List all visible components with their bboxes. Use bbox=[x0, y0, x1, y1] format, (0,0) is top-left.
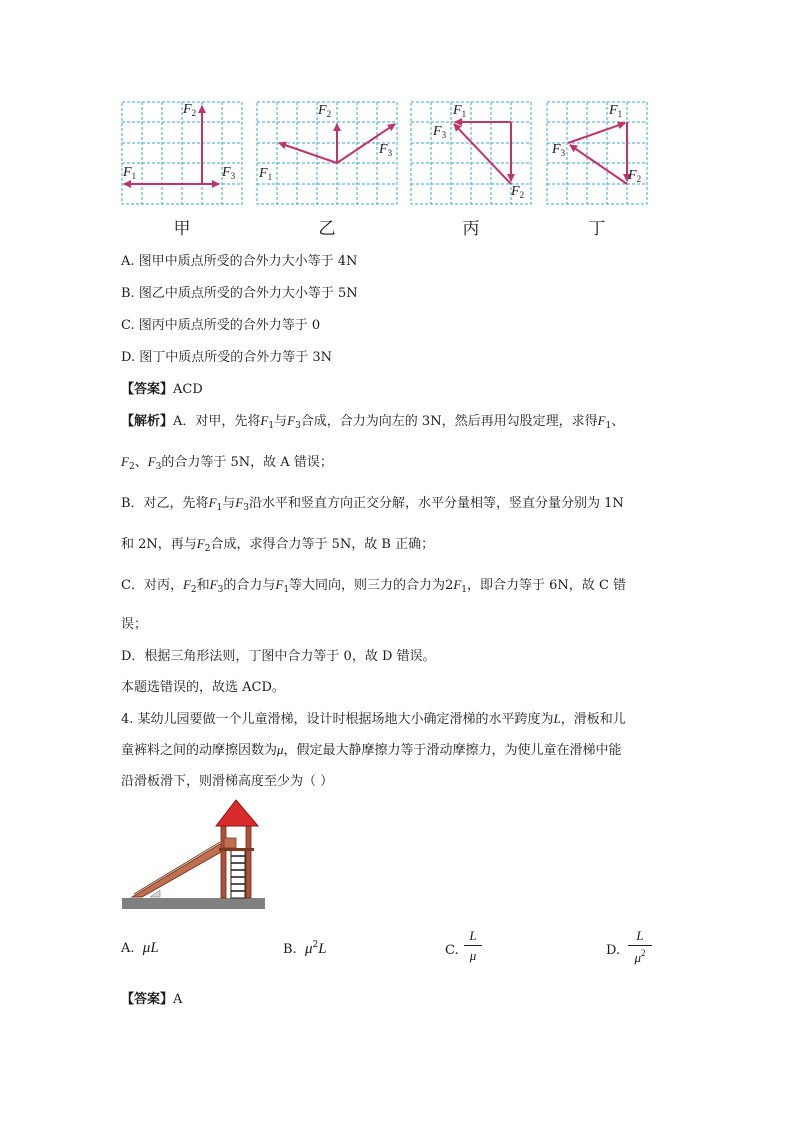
q4-option-c-fraction: $\frac{L}{\mu}$ bbox=[464, 928, 482, 964]
ding-label-f1: $F_1$ bbox=[609, 103, 623, 119]
q4-line-2: 童裤料之间的动摩擦因数为μ，假定最大静摩擦力等于滑动摩擦力，为使儿童在滑梯中能 bbox=[121, 742, 622, 758]
analysis-line-c1: C．对丙，$F_2$和$F_3$的合力与$F_1$等大同向，则三力的合力为$2F_1$，即合力等于 6N，故 C 错 bbox=[121, 577, 627, 595]
caption-ding: 丁 bbox=[588, 219, 606, 239]
diagram-jia bbox=[122, 102, 242, 204]
caption-yi: 乙 bbox=[318, 219, 336, 239]
answer-q3: 【答案】ACD bbox=[121, 382, 203, 397]
bing-label-f1: $F_1$ bbox=[453, 103, 467, 119]
q4-option-c-label: C. bbox=[445, 943, 459, 958]
jia-label-f3: $F_3$ bbox=[222, 165, 236, 181]
slide-illustration bbox=[120, 798, 270, 913]
jia-label-f1: $F_1$ bbox=[123, 165, 137, 181]
q4-option-d-fraction: $\frac{L}{\mu^2}$ bbox=[628, 928, 652, 966]
yi-label-f2: $F_2$ bbox=[318, 103, 332, 119]
caption-bing: 丙 bbox=[462, 219, 480, 239]
ding-f3-arrow bbox=[570, 145, 627, 184]
analysis-conclusion: 本题选错误的，故选 ACD。 bbox=[121, 680, 285, 695]
analysis-line-a2: $F_2$、$F_3$的合力等于 5N，故 A 错误； bbox=[121, 454, 333, 472]
bing-f3-arrow bbox=[454, 124, 511, 184]
q4-line-3: 沿滑板滑下，则滑梯高度至少为（ ） bbox=[121, 774, 334, 789]
ding-label-f3: $F_3$ bbox=[552, 142, 566, 158]
caption-jia: 甲 bbox=[173, 219, 191, 239]
analysis-line-a1: 【解析】A．对甲，先将$F_1$与$F_3$合成，合力为向左的 3N，然后再用勾股定理，求得$F_1$、 bbox=[121, 413, 625, 431]
option-a: A. 图甲中质点所受的合外力大小等于 4N bbox=[121, 254, 358, 269]
analysis-line-b2: 和 2N，再与$F_2$合成，求得合力等于 5N，故 B 正确； bbox=[121, 536, 435, 554]
yi-f1-arrow bbox=[279, 143, 337, 163]
q4-option-d-label: D. bbox=[606, 943, 621, 958]
analysis-line-c2: 误； bbox=[121, 617, 148, 632]
yi-label-f3: $F_3$ bbox=[379, 142, 393, 158]
analysis-line-b1: B．对乙，先将$F_1$与$F_3$沿水平和竖直方向正交分解，水平分量相等，竖直分量分别为 1N bbox=[121, 495, 624, 513]
ding-f1-arrow bbox=[568, 123, 625, 143]
jia-label-f2: $F_2$ bbox=[183, 102, 197, 118]
option-d: D. 图丁中质点所受的合外力等于 3N bbox=[121, 350, 333, 365]
analysis-line-d: D．根据三角形法则，丁图中合力等于 0，故 D 错误。 bbox=[121, 649, 436, 664]
option-c: C. 图丙中质点所受的合外力等于 0 bbox=[121, 318, 321, 333]
force-diagrams bbox=[0, 0, 794, 240]
bing-label-f2: $F_2$ bbox=[511, 184, 525, 200]
q4-option-a: A. μL bbox=[121, 940, 159, 956]
q4-option-b: B. $\mu^2L$ bbox=[283, 940, 327, 957]
ding-label-f2: $F_2$ bbox=[628, 168, 642, 184]
bing-label-f3: $F_3$ bbox=[433, 124, 447, 140]
answer-q4: 【答案】A bbox=[121, 992, 183, 1007]
yi-label-f1: $F_1$ bbox=[259, 166, 273, 182]
q4-line-1: 4. 某幼儿园要做一个儿童滑梯，设计时根据场地大小确定滑梯的水平跨度为L，滑板和儿 bbox=[121, 711, 626, 727]
option-b: B. 图乙中质点所受的合外力大小等于 5N bbox=[121, 286, 358, 301]
